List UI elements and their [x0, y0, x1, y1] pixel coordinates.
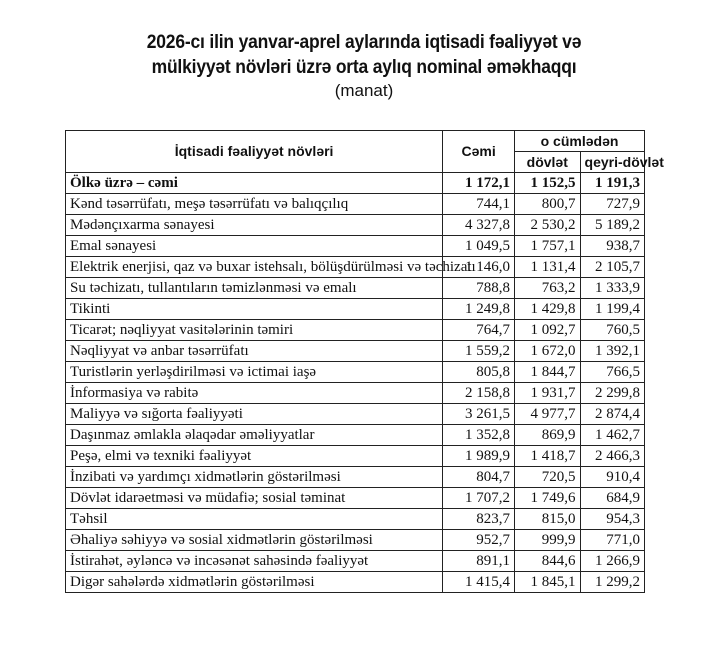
row-nonstate-value: 954,3: [580, 509, 644, 530]
row-state-value: 1 418,7: [515, 446, 581, 467]
row-activity-name: İnformasiya və rabitə: [66, 383, 443, 404]
row-activity-name: İstirahət, əyləncə və incəsənət sahəsində fəaliyyət: [66, 551, 443, 572]
table-row: [66, 530, 645, 551]
row-nonstate-value: 2 105,7: [580, 257, 644, 278]
table-row: [66, 194, 645, 215]
table-row: [66, 341, 645, 362]
row-activity-name: Tikinti: [66, 299, 443, 320]
row-nonstate-value: 1 333,9: [580, 278, 644, 299]
row-activity-name: Emal sənayesi: [66, 236, 443, 257]
row-state-value: 1 152,5: [515, 173, 581, 194]
row-nonstate-value: 2 466,3: [580, 446, 644, 467]
row-state-value: 1 757,1: [515, 236, 581, 257]
row-total-value: 1 146,0: [443, 257, 515, 278]
row-state-value: 763,2: [515, 278, 581, 299]
row-total-value: 1 352,8: [443, 425, 515, 446]
row-total-value: 823,7: [443, 509, 515, 530]
row-state-value: 1 672,0: [515, 341, 581, 362]
header-group: o cümlədən: [515, 131, 645, 152]
row-total-value: 1 172,1: [443, 173, 515, 194]
row-total-value: 1 049,5: [443, 236, 515, 257]
row-activity-name: Mədənçıxarma sənayesi: [66, 215, 443, 236]
row-total-value: 1 989,9: [443, 446, 515, 467]
row-activity-name: Maliyyə və sığorta fəaliyyəti: [66, 404, 443, 425]
wage-table: [65, 130, 664, 593]
row-nonstate-value: 1 299,2: [580, 572, 644, 593]
table-row: [66, 299, 645, 320]
row-total-value: 952,7: [443, 530, 515, 551]
table-row: [66, 362, 645, 383]
row-total-value: 891,1: [443, 551, 515, 572]
row-nonstate-value: 760,5: [580, 320, 644, 341]
row-total-value: 1 415,4: [443, 572, 515, 593]
row-activity-name: Ölkə üzrə – cəmi: [66, 173, 443, 194]
table-row: [66, 467, 645, 488]
row-activity-name: İnzibati və yardımçı xidmətlərin göstərilməsi: [66, 467, 443, 488]
row-nonstate-value: 684,9: [580, 488, 644, 509]
row-activity-name: Təhsil: [66, 509, 443, 530]
row-nonstate-value: 2 299,8: [580, 383, 644, 404]
row-nonstate-value: 727,9: [580, 194, 644, 215]
header-total: Cəmi: [443, 131, 515, 173]
header-activity: İqtisadi fəaliyyət növləri: [66, 131, 443, 173]
row-nonstate-value: 1 199,4: [580, 299, 644, 320]
row-activity-name: Su təchizatı, tullantıların təmizlənməsi və emalı: [66, 278, 443, 299]
row-state-value: 1 844,7: [515, 362, 581, 383]
row-state-value: 1 429,8: [515, 299, 581, 320]
row-total-value: 744,1: [443, 194, 515, 215]
row-nonstate-value: 1 462,7: [580, 425, 644, 446]
row-nonstate-value: 910,4: [580, 467, 644, 488]
row-nonstate-value: 1 392,1: [580, 341, 644, 362]
row-state-value: 4 977,7: [515, 404, 581, 425]
row-state-value: 1 092,7: [515, 320, 581, 341]
header-state: dövlət: [515, 152, 581, 173]
table-title: [0, 30, 728, 102]
row-state-value: 720,5: [515, 467, 581, 488]
row-total-value: 1 707,2: [443, 488, 515, 509]
table-row: [66, 551, 645, 572]
row-activity-name: Turistlərin yerləşdirilməsi və ictimai iaşə: [66, 362, 443, 383]
table-row: [66, 488, 645, 509]
row-activity-name: Ticarət; nəqliyyat vasitələrinin təmiri: [66, 320, 443, 341]
row-total-value: 4 327,8: [443, 215, 515, 236]
row-nonstate-value: 2 874,4: [580, 404, 644, 425]
row-total-value: 1 559,2: [443, 341, 515, 362]
row-activity-name: Peşə, elmi və texniki fəaliyyət: [66, 446, 443, 467]
row-state-value: 1 749,6: [515, 488, 581, 509]
row-state-value: 1 131,4: [515, 257, 581, 278]
row-total-value: 805,8: [443, 362, 515, 383]
row-nonstate-value: 1 191,3: [580, 173, 644, 194]
row-total-value: 788,8: [443, 278, 515, 299]
table-row: [66, 425, 645, 446]
table-row: [66, 236, 645, 257]
row-state-value: 800,7: [515, 194, 581, 215]
table-row: [66, 404, 645, 425]
row-total-value: 3 261,5: [443, 404, 515, 425]
table-row: [66, 257, 645, 278]
table-row: [66, 509, 645, 530]
table-row-total: [66, 173, 645, 194]
row-activity-name: Əhaliyə səhiyyə və sosial xidmətlərin göstərilməsi: [66, 530, 443, 551]
title-line-1: 2026-cı ilin yanvar-aprel aylarında iqtisadi fəaliyyət və: [146, 32, 582, 53]
table-row: [66, 383, 645, 404]
table-body: [66, 173, 645, 593]
row-state-value: 999,9: [515, 530, 581, 551]
row-total-value: 764,7: [443, 320, 515, 341]
row-nonstate-value: 1 266,9: [580, 551, 644, 572]
row-total-value: 804,7: [443, 467, 515, 488]
table-row: [66, 215, 645, 236]
row-activity-name: Daşınmaz əmlakla əlaqədar əməliyyatlar: [66, 425, 443, 446]
row-activity-name: Dövlət idarəetməsi və müdafiə; sosial təminat: [66, 488, 443, 509]
row-total-value: 1 249,8: [443, 299, 515, 320]
header-nonstate: qeyri-dövlət: [580, 152, 644, 173]
row-total-value: 2 158,8: [443, 383, 515, 404]
row-nonstate-value: 771,0: [580, 530, 644, 551]
table-row: [66, 446, 645, 467]
row-nonstate-value: 5 189,2: [580, 215, 644, 236]
title-unit: (manat): [334, 81, 394, 100]
row-activity-name: Elektrik enerjisi, qaz və buxar istehsalı, bölüşdürülməsi və təchizatı: [66, 257, 443, 278]
row-activity-name: Digər sahələrdə xidmətlərin göstərilməsi: [66, 572, 443, 593]
row-activity-name: Nəqliyyat və anbar təsərrüfatı: [66, 341, 443, 362]
table-row: [66, 320, 645, 341]
row-nonstate-value: 766,5: [580, 362, 644, 383]
title-line-2: mülkiyyət növləri üzrə orta aylıq nominal əməkhaqqı: [151, 57, 577, 78]
row-state-value: 2 530,2: [515, 215, 581, 236]
row-state-value: 869,9: [515, 425, 581, 446]
table-row: [66, 572, 645, 593]
row-state-value: 1 931,7: [515, 383, 581, 404]
row-state-value: 1 845,1: [515, 572, 581, 593]
row-state-value: 815,0: [515, 509, 581, 530]
row-nonstate-value: 938,7: [580, 236, 644, 257]
row-state-value: 844,6: [515, 551, 581, 572]
row-activity-name: Kənd təsərrüfatı, meşə təsərrüfatı və balıqçılıq: [66, 194, 443, 215]
table-row: [66, 278, 645, 299]
